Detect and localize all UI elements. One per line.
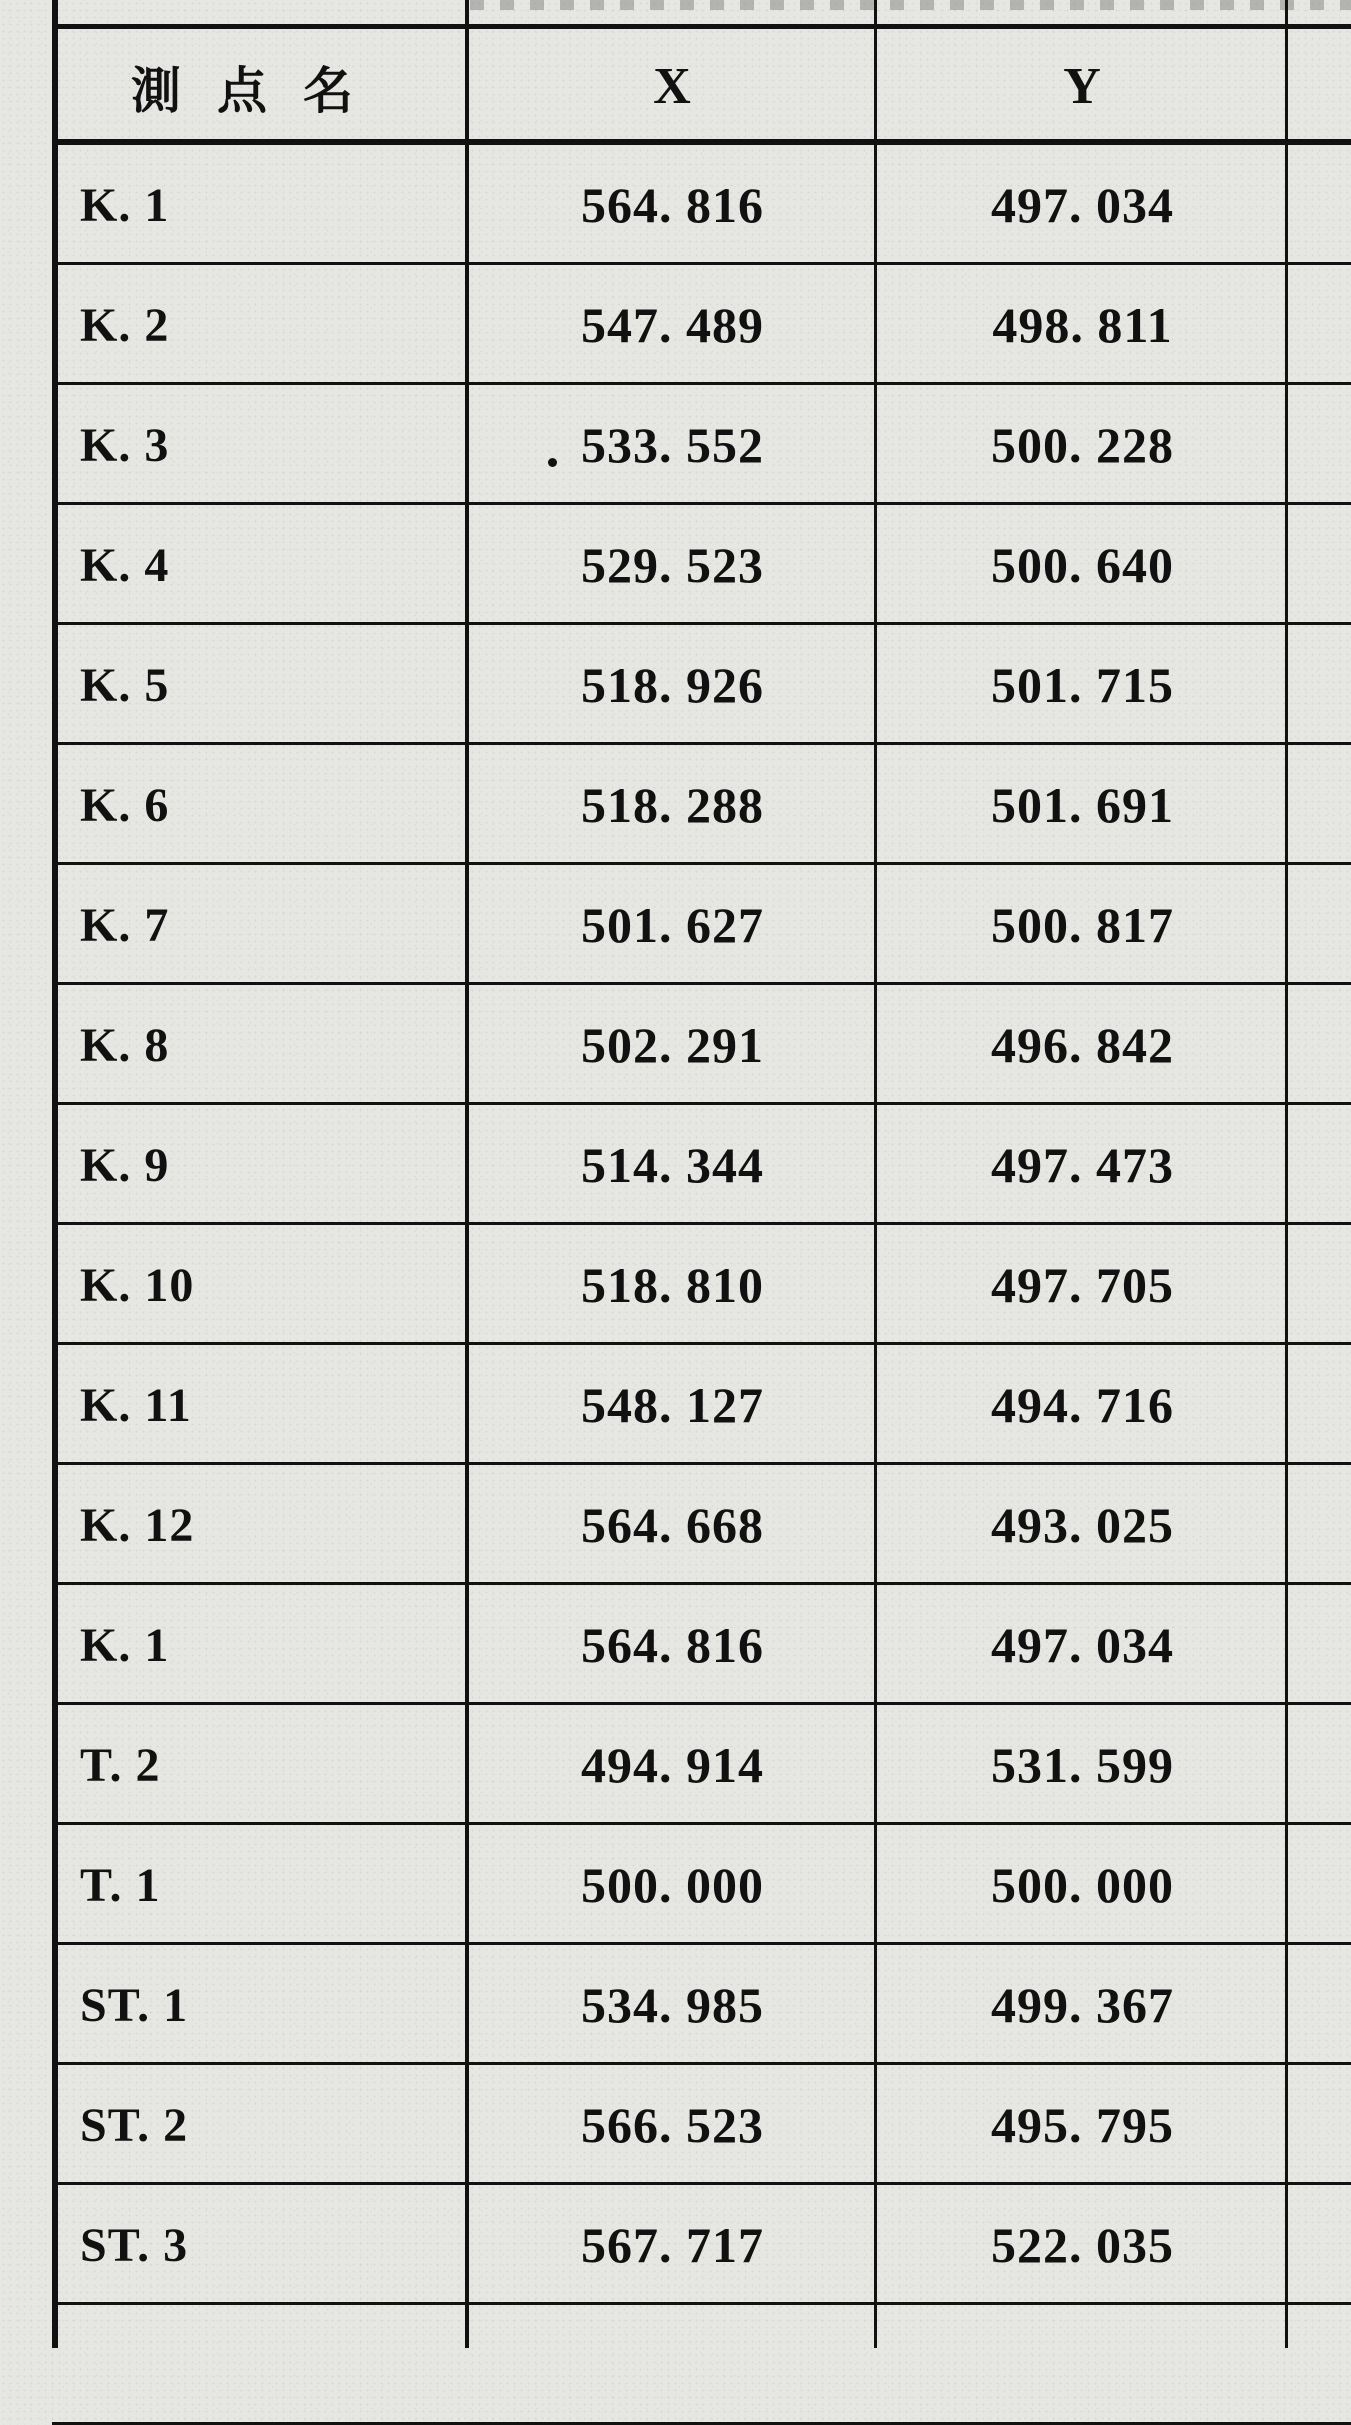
table-cell-x: 533. 552 xyxy=(581,417,764,473)
table-cell-y: 496. 842 xyxy=(991,1017,1174,1073)
table-cell-name: K. 9 xyxy=(80,1138,170,1192)
stray-ink-dot xyxy=(548,458,557,467)
table-cell-name: ST. 2 xyxy=(80,2098,189,2152)
table-cell-name: K. 5 xyxy=(80,658,170,712)
table-cell-y: 501. 691 xyxy=(991,777,1174,833)
table-cell-y: 500. 640 xyxy=(991,537,1174,593)
header-x: X xyxy=(653,58,692,115)
table-cell-x: 502. 291 xyxy=(581,1017,764,1073)
table-cell-name: K. 12 xyxy=(80,1498,195,1552)
table-cell-y: 500. 817 xyxy=(991,897,1174,953)
table-cell-name: K. 8 xyxy=(80,1018,170,1072)
table-cell-x: 529. 523 xyxy=(581,537,764,593)
table-cell-y: 501. 715 xyxy=(991,657,1174,713)
column-divider-y-next xyxy=(1285,0,1288,2348)
table-cell-y: 497. 473 xyxy=(991,1137,1174,1193)
table-cell-x: 500. 000 xyxy=(581,1857,764,1913)
table-cell-y: 499. 367 xyxy=(991,1977,1174,2033)
table-cell-x: 494. 914 xyxy=(581,1737,764,1793)
table-cell-y xyxy=(880,2305,1285,2425)
table-cell-x xyxy=(470,2305,875,2425)
table-cell-x: 548. 127 xyxy=(581,1377,764,1433)
table-cell-name: K. 2 xyxy=(80,298,170,352)
header-point-name: 測点名 xyxy=(131,62,389,119)
table-cell-x: 547. 489 xyxy=(581,297,764,353)
table-cell-name: K. 1 xyxy=(80,178,170,232)
table-cell-name: K. 1 xyxy=(80,1618,170,1672)
table-cell-x: 564. 816 xyxy=(581,177,764,233)
table-cell-x: 514. 344 xyxy=(581,1137,764,1193)
table-cell-name: T. 2 xyxy=(80,1738,161,1792)
table-cell-y: 500. 228 xyxy=(991,417,1174,473)
cropped-title-row xyxy=(470,0,1351,10)
table-cell-y: 494. 716 xyxy=(991,1377,1174,1433)
table-cell-x: 564. 668 xyxy=(581,1497,764,1553)
table-cell-name: K. 6 xyxy=(80,778,170,832)
table-cell-x: 567. 717 xyxy=(581,2217,764,2273)
table-cell-name: ST. 1 xyxy=(80,1978,189,2032)
table-cell-x: 566. 523 xyxy=(581,2097,764,2153)
table-cell-y: 531. 599 xyxy=(991,1737,1174,1793)
table-cell-name: K. 7 xyxy=(80,898,170,952)
column-divider-name-x xyxy=(465,0,469,2348)
table-border-left xyxy=(52,0,58,2348)
table-cell-x: 501. 627 xyxy=(581,897,764,953)
table-cell-name: T. 1 xyxy=(80,1858,161,1912)
table-cell-y: 498. 811 xyxy=(992,297,1173,353)
table-cell-y: 497. 705 xyxy=(991,1257,1174,1313)
table-cell-name: K. 11 xyxy=(80,1378,192,1432)
table-cell-x: 564. 816 xyxy=(581,1617,764,1673)
table-cell-name: K. 3 xyxy=(80,418,170,472)
header-y: Y xyxy=(1063,58,1102,115)
table-cell-y: 493. 025 xyxy=(991,1497,1174,1553)
table-cell-x: 518. 810 xyxy=(581,1257,764,1313)
table-cell-y: 497. 034 xyxy=(991,1617,1174,1673)
table-cell-y: 522. 035 xyxy=(991,2217,1174,2273)
table-cell-x: 534. 985 xyxy=(581,1977,764,2033)
table-cell-y: 500. 000 xyxy=(991,1857,1174,1913)
table-cell-x: 518. 288 xyxy=(581,777,764,833)
table-cell-name: K. 10 xyxy=(80,1258,195,1312)
table-cell-name: K. 4 xyxy=(80,538,170,592)
table-cell-x: 518. 926 xyxy=(581,657,764,713)
table-cell-y: 497. 034 xyxy=(991,177,1174,233)
table-cell-name xyxy=(80,2305,460,2425)
table-cell-name: ST. 3 xyxy=(80,2218,189,2272)
table-cell-y: 495. 795 xyxy=(991,2097,1174,2153)
